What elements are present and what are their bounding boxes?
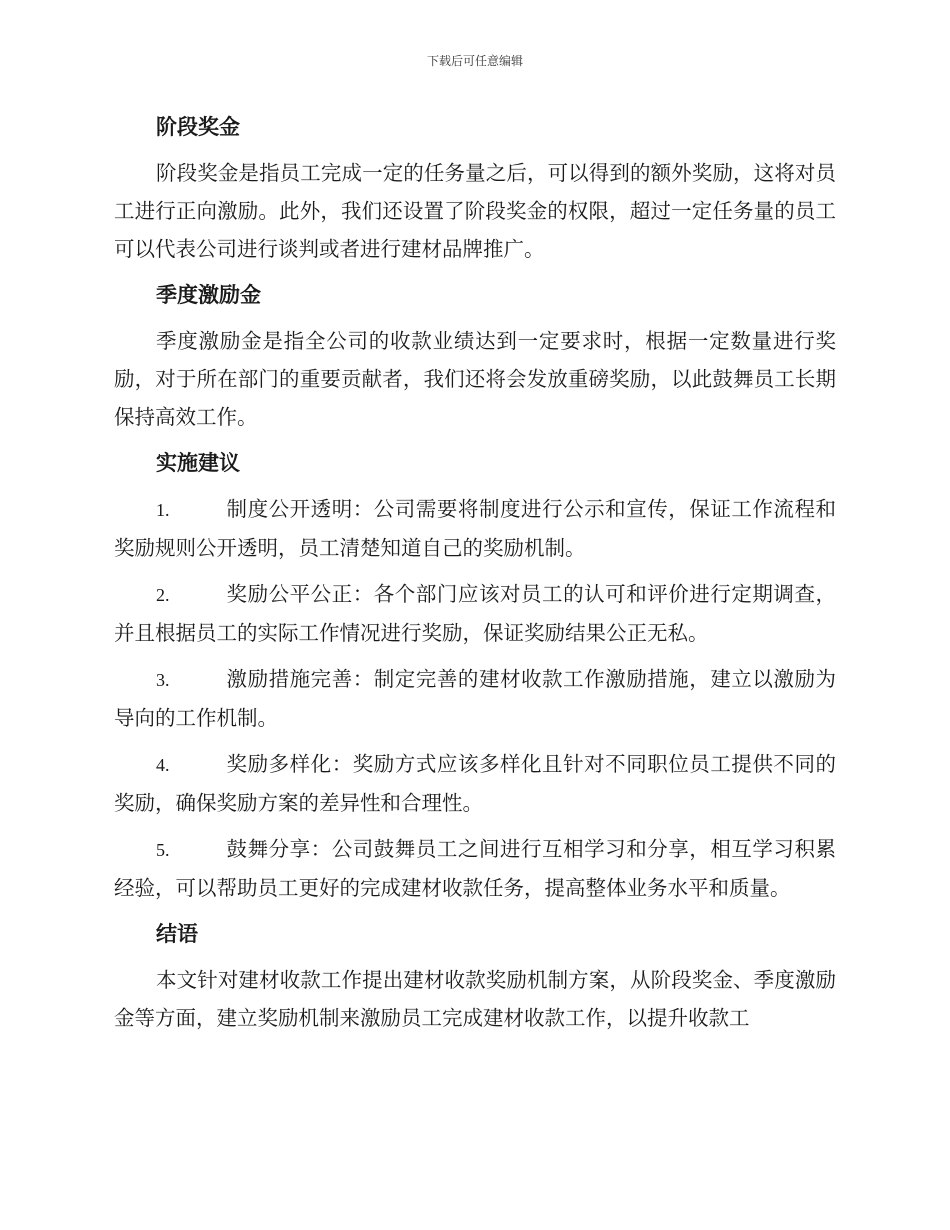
list-item-text: 奖励多样化：奖励方式应该多样化且针对不同职位员工提供不同的奖励，确保奖励方案的差异性和合理性。 <box>114 752 836 815</box>
list-item-number: 5. <box>156 840 170 860</box>
list-item-number: 3. <box>156 670 170 690</box>
section-paragraph-stage-bonus: 阶段奖金是指员工完成一定的任务量之后，可以得到的额外奖励，这将对员工进行正向激励。此外，我们还设置了阶段奖金的权限，超过一定任务量的员工可以代表公司进行谈判或者进行建材品牌推广。 <box>114 161 836 261</box>
list-item-text: 鼓舞分享：公司鼓舞员工之间进行互相学习和分享，相互学习积累经验，可以帮助员工更好的完成建材收款任务，提高整体业务水平和质量。 <box>114 837 836 900</box>
section-paragraph-conclusion: 本文针对建材收款工作提出建材收款奖励机制方案，从阶段奖金、季度激励金等方面，建立奖励机制来激励员工完成建材收款工作，以提升收款工 <box>114 968 836 1030</box>
document-body <box>114 108 836 1045</box>
list-item-text: 奖励公平公正：各个部门应该对员工的认可和评价进行定期调查，并且根据员工的实际工作情况进行奖励，保证奖励结果公正无私。 <box>114 582 836 645</box>
section-heading-quarterly-bonus: 季度激励金 <box>156 283 261 307</box>
list-item-number: 2. <box>156 585 170 605</box>
section-heading-suggestions: 实施建议 <box>156 451 240 475</box>
list-item-number: 4. <box>156 755 170 775</box>
list-item <box>114 745 836 822</box>
list-item <box>114 830 836 907</box>
list-item <box>114 660 836 737</box>
list-item <box>114 490 836 567</box>
list-item-text: 制度公开透明：公司需要将制度进行公示和宣传，保证工作流程和奖励规则公开透明，员工清楚知道自己的奖励机制。 <box>114 497 836 560</box>
section-paragraph-quarterly-bonus: 季度激励金是指全公司的收款业绩达到一定要求时，根据一定数量进行奖励，对于所在部门的重要贡献者，我们还将会发放重磅奖励，以此鼓舞员工长期保持高效工作。 <box>114 329 836 429</box>
section-heading-conclusion: 结语 <box>156 922 198 946</box>
page-header: 下载后可任意编辑 <box>426 54 523 68</box>
list-item-number: 1. <box>156 500 170 520</box>
list-item <box>114 575 836 652</box>
section-heading-stage-bonus: 阶段奖金 <box>156 115 240 139</box>
list-item-text: 激励措施完善：制定完善的建材收款工作激励措施，建立以激励为导向的工作机制。 <box>114 667 836 730</box>
